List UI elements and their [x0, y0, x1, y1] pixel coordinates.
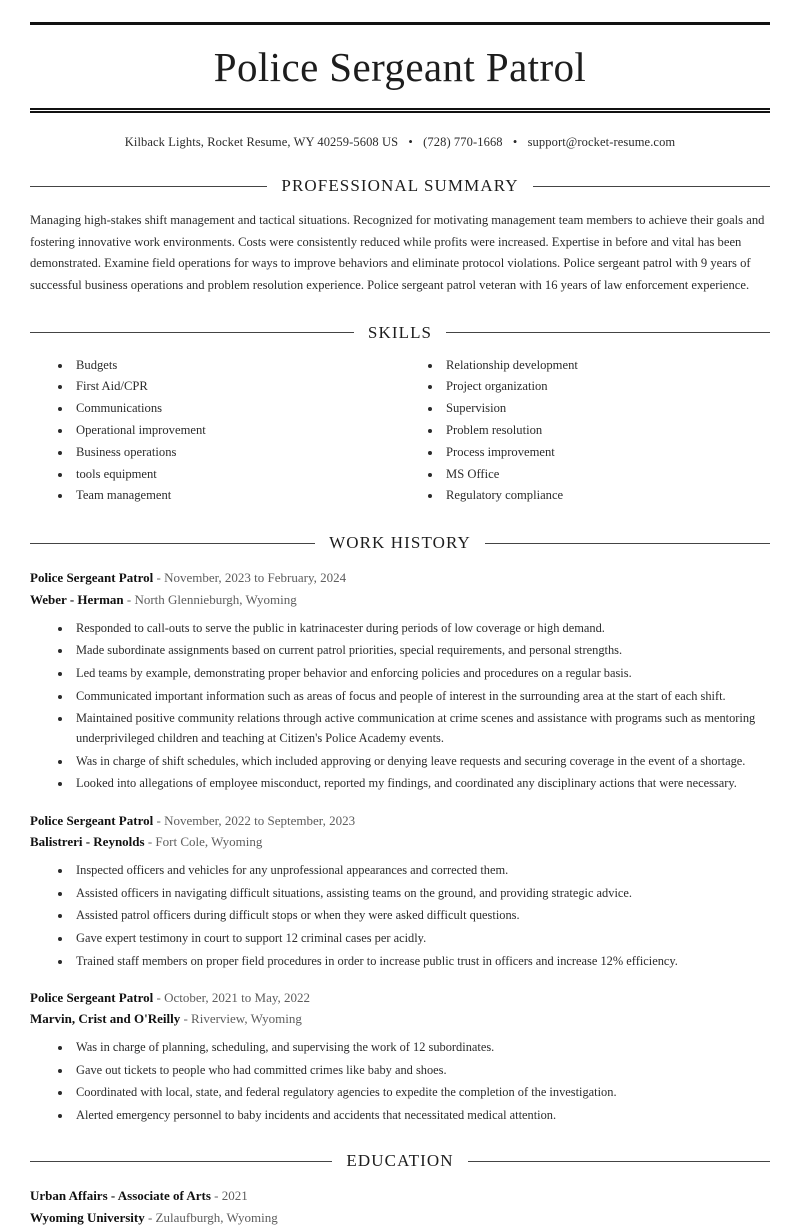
section-rule-right [533, 186, 770, 187]
skill-item: • Project organization [442, 376, 770, 398]
job-bullet: • Responded to call-outs to serve the public in katrinacester during periods of low coverage or high demand. [72, 618, 770, 638]
education-location: - Zulaufburgh, Wyoming [144, 1209, 278, 1225]
job-bullet-list [30, 1037, 770, 1125]
job-bullet: • Was in charge of planning, scheduling, and supervising the work of 12 subordinates. [72, 1037, 770, 1057]
contact-address: Kilback Lights, Rocket Resume, WY 40259-5608 US [124, 135, 399, 149]
job-bullet: • Gave out tickets to people who had committed crimes like baby and shoes. [72, 1060, 770, 1080]
section-rule-left [30, 332, 354, 333]
skills-list-right [424, 355, 770, 507]
job-bullet-list [30, 618, 770, 794]
job-location: - Fort Cole, Wyoming [144, 834, 263, 850]
skill-item: • Communications [72, 398, 400, 420]
page-title: Police Sergeant Patrol [213, 44, 587, 90]
job-bullet: • Gave expert testimony in court to support 12 criminal cases per acidly. [72, 928, 770, 948]
job-bullet: • Trained staff members on proper field procedures in order to increase public trust in officers and increase 12% efficiency. [72, 951, 770, 971]
work-history-entry [30, 810, 770, 971]
skill-item: • Team management [72, 485, 400, 507]
resume-page [0, 22, 800, 1225]
section-title-skills: SKILLS [367, 322, 433, 342]
skills-columns [30, 355, 770, 507]
section-title-summary: PROFESSIONAL SUMMARY [281, 176, 519, 195]
education-school-line [30, 1207, 770, 1229]
job-bullet: • Coordinated with local, state, and federal regulatory agencies to expedite the completion of the investigation. [72, 1082, 770, 1102]
job-company-line [30, 1008, 770, 1030]
education-list [30, 1185, 770, 1229]
job-bullet: • Alerted emergency personnel to baby incidents and accidents that necessitated medical attention. [72, 1105, 770, 1125]
skills-column-right [400, 355, 770, 507]
education-school: Wyoming University [30, 1209, 145, 1225]
skill-item: • tools equipment [72, 464, 400, 486]
skill-item: • Process improvement [442, 442, 770, 464]
education-year: - 2021 [210, 1188, 248, 1204]
job-dates: - November, 2023 to February, 2024 [153, 570, 347, 586]
job-bullet: • Communicated important information such as areas of focus and people of interest in the surrounding area at the start of each shift. [72, 686, 770, 706]
skill-item: • Regulatory compliance [442, 485, 770, 507]
job-title: Police Sergeant Patrol [30, 570, 154, 586]
job-location: - North Glennieburgh, Wyoming [123, 591, 297, 607]
skill-item: • Problem resolution [442, 420, 770, 442]
section-rule-right [485, 543, 770, 544]
section-header-work-history [30, 533, 770, 553]
contact-phone: (728) 770-1668 [423, 135, 503, 149]
skills-column-left [30, 355, 400, 507]
contact-line [30, 113, 770, 150]
job-company-line [30, 589, 770, 611]
skill-item: • First Aid/CPR [72, 376, 400, 398]
section-header-skills [30, 323, 770, 343]
job-bullet: • Made subordinate assignments based on current patrol priorities, special requirements, and personal strengths. [72, 640, 770, 660]
section-rule-left [30, 543, 315, 544]
job-company: Weber - Herman [30, 591, 124, 607]
job-title-line [30, 810, 770, 832]
contact-email: support@rocket-resume.com [527, 135, 676, 149]
job-dates: - October, 2021 to May, 2022 [153, 989, 311, 1005]
section-rule-left [30, 186, 267, 187]
job-title-line [30, 987, 770, 1009]
skill-item: • Business operations [72, 442, 400, 464]
job-title-line [30, 567, 770, 589]
job-company: Balistreri - Reynolds [30, 834, 145, 850]
job-title: Police Sergeant Patrol [30, 989, 154, 1005]
skill-item: • Supervision [442, 398, 770, 420]
job-bullet: • Assisted patrol officers during difficult stops or when they were asked difficult questions. [72, 905, 770, 925]
section-header-education [30, 1151, 770, 1171]
job-dates: - November, 2022 to September, 2023 [153, 812, 356, 828]
section-header-summary [30, 176, 770, 196]
job-bullet: • Was in charge of shift schedules, which included approving or denying leave requests and securing coverage in the event of a shortage. [72, 751, 770, 771]
education-degree-line [30, 1185, 770, 1207]
skill-item: • Relationship development [442, 355, 770, 377]
education-degree: Urban Affairs - Associate of Arts [30, 1188, 211, 1204]
summary-text: Managing high-stakes shift management and tactical situations. Recognized for motivating management team members to achieve their goals and fostering innovative work environments. Costs were consistently reduced while profits were increased. Expertise in before and vital has been demonstrated. Examine field operations for ways to improve behaviors and eliminate protocol violations. Police sergeant patrol with 9 years of successful business operations and problem resolution experience. Police sergeant patrol veteran with 16 years of law enforcement experience. [30, 213, 765, 292]
section-title-work-history: WORK HISTORY [329, 533, 471, 553]
contact-separator-2: • [512, 135, 518, 149]
job-bullet-list [30, 860, 770, 970]
job-company: Marvin, Crist and O'Reilly [30, 1011, 181, 1027]
education-entry [30, 1185, 770, 1229]
section-rule-left [30, 1161, 332, 1162]
job-location: - Riverview, Wyoming [180, 1011, 302, 1027]
work-history-entry [30, 567, 770, 793]
job-company-line [30, 831, 770, 853]
job-bullet: • Led teams by example, demonstrating proper behavior and enforcing policies and procedures on a regular basis. [72, 663, 770, 683]
skills-list-left [54, 355, 400, 507]
section-title-education: EDUCATION [346, 1151, 454, 1171]
job-title: Police Sergeant Patrol [30, 812, 154, 828]
work-history-list [30, 567, 770, 1125]
job-bullet: • Assisted officers in navigating difficult situations, assisting teams on the ground, and providing strategic advice. [72, 883, 770, 903]
work-history-entry [30, 987, 770, 1126]
contact-separator-1: • [408, 135, 413, 149]
job-bullet: • Looked into allegations of employee misconduct, reported my findings, and coordinated any disciplinary actions that were necessary. [72, 773, 770, 793]
skill-item: • Operational improvement [72, 420, 400, 442]
section-rule-right [468, 1161, 770, 1162]
job-bullet: • Inspected officers and vehicles for any unprofessional appearances and corrected them. [72, 860, 770, 880]
job-bullet: • Maintained positive community relations through active communication at crime scenes and assistance with programs such as mentoring underprivileged children and teaching at Citizen's Police Academy events. [72, 708, 770, 748]
section-rule-right [446, 332, 770, 333]
skill-item: • MS Office [442, 464, 770, 486]
skill-item: • Budgets [72, 355, 400, 377]
